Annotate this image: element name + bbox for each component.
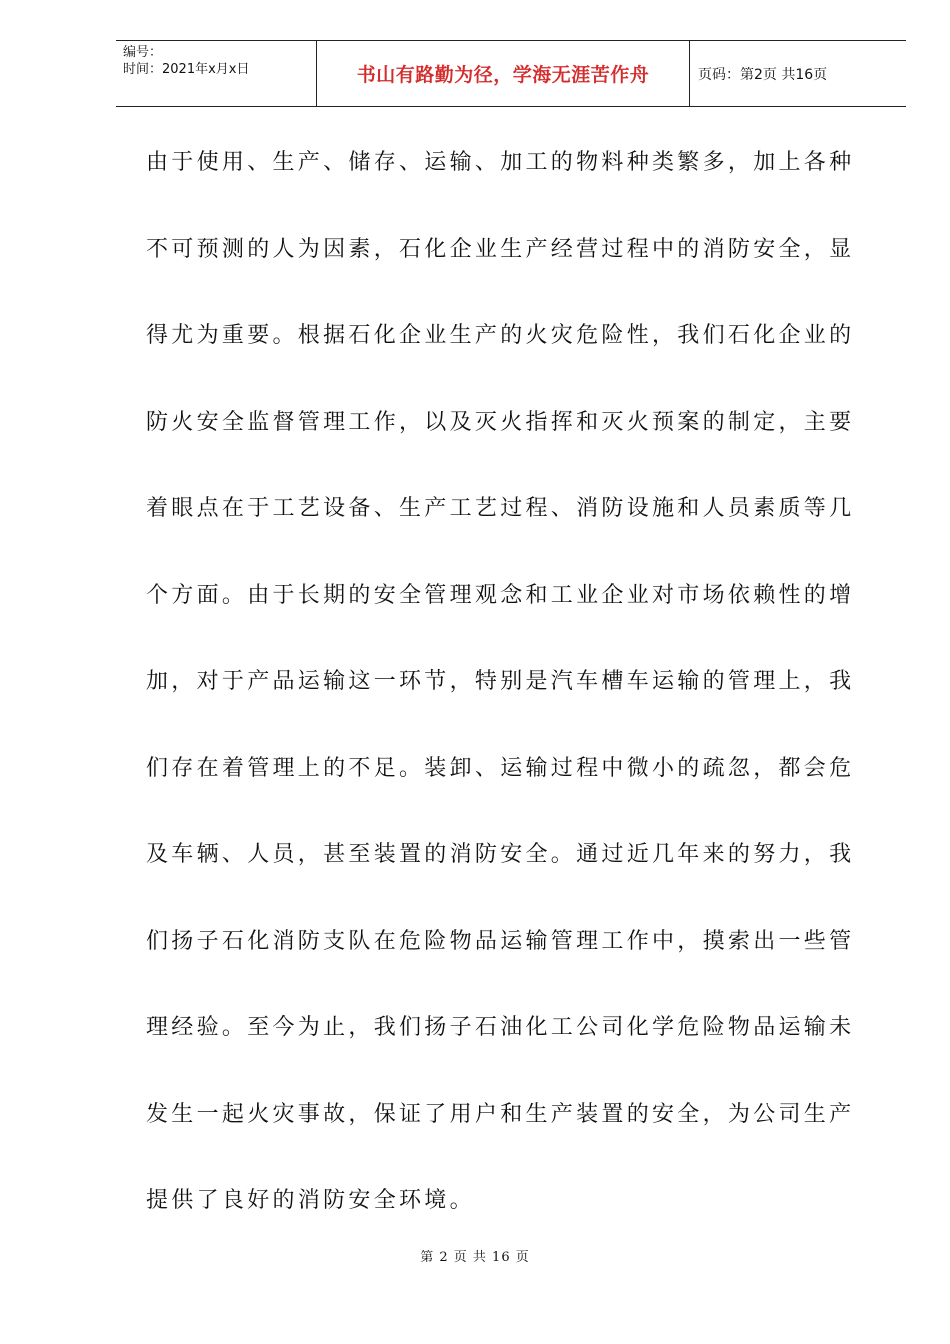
body-line: 由于使用、生产、储存、运输、加工的物料种类繁多，加上各种 bbox=[146, 150, 855, 175]
body-line: 加，对于产品运输这一环节，特别是汽车槽车运输的管理上，我 bbox=[146, 669, 855, 694]
body-line: 得尤为重要。根据石化企业生产的火灾危险性，我们石化企业的 bbox=[146, 323, 855, 348]
body-line: 理经验。至今为止，我们扬子石油化工公司化学危险物品运输未 bbox=[146, 1015, 855, 1040]
serial-label: 编号： bbox=[123, 45, 163, 60]
body-line: 们扬子石化消防支队在危险物品运输管理工作中，摸索出一些管 bbox=[146, 928, 855, 954]
body-line: 不可预测的人为因素，石化企业生产经营过程中的消防安全，显 bbox=[146, 236, 855, 262]
time-label: 时间：2021年x月x日 bbox=[123, 62, 250, 77]
header-meta bbox=[116, 41, 316, 106]
body-line: 们存在着管理上的不足。装卸、运输过程中微小的疏忽，都会危 bbox=[146, 755, 855, 781]
body-paragraph bbox=[146, 131, 862, 1256]
page-footer: 第 2 页 共 16 页 bbox=[420, 1250, 530, 1265]
body-line: 着眼点在于工艺设备、生产工艺过程、消防设施和人员素质等几 bbox=[146, 496, 855, 521]
body-line: 防火安全监督管理工作，以及灭火指挥和灭火预案的制定，主要 bbox=[146, 409, 855, 435]
header-motto: 书山有路勤为径，学海无涯苦作舟 bbox=[316, 41, 690, 106]
body-line: 个方面。由于长期的安全管理观念和工业企业对市场依赖性的增 bbox=[146, 582, 855, 608]
body-line: 及车辆、人员，甚至装置的消防安全。通过近几年来的努力，我 bbox=[146, 842, 855, 867]
body-line: 提供了良好的消防安全环境。 bbox=[146, 1188, 475, 1213]
body-line: 发生一起火灾事故，保证了用户和生产装置的安全，为公司生产 bbox=[146, 1101, 855, 1127]
header-page-info: 页码：第2页 共16页 bbox=[698, 66, 828, 83]
page-header bbox=[116, 40, 906, 107]
